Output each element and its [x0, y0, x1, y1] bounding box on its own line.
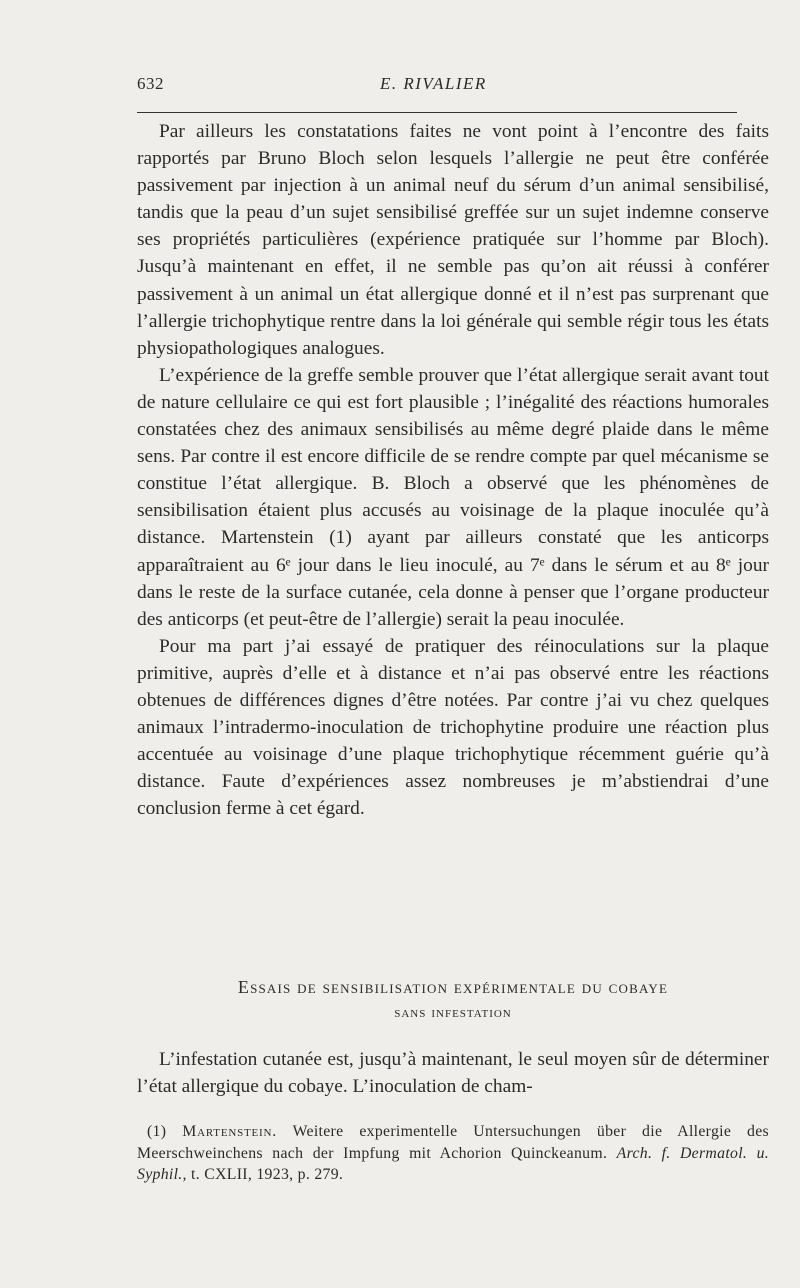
section-text	[137, 1046, 769, 1100]
section-heading-line-1: Essais de sensibilisation expérimentale du cobaye	[237, 977, 669, 997]
section-heading-line-2: sans infestation	[394, 1004, 512, 1021]
paragraph: Par ailleurs les constatations faites ne vont point à l’encontre des faits rapportés par Bruno Bloch selon lesquels l’allergie ne peut être conférée passivement par injection à un animal neuf du sérum d’un animal sensibilisé, tandis que la peau d’un sujet sensibilisé greffée sur un sujet indemne conserve ses propriétés particulières (expérience pratiquée sur l’homme par Bloch). Jusqu’à maintenant en effet, il ne semble pas qu’on ait réussi à conférer passivement à un animal un état allergique donné et il n’est pas surprenant que l’allergie trichophytique rentre dans la loi générale qui semble régir tous les états physiopathologiques analogues.	[137, 121, 769, 359]
section-heading	[137, 974, 769, 1026]
footnote-author: Martenstein.	[182, 1123, 277, 1140]
page-number: 632	[137, 74, 164, 93]
paragraph: L’infestation cutanée est, jusqu’à maintenant, le seul moyen sûr de déterminer l’état allergique du cobaye. L’inoculation de cham-	[137, 1049, 769, 1098]
running-head-author: E. RIVALIER	[380, 74, 487, 93]
paragraph: Pour ma part j’ai essayé de pratiquer des réinoculations sur la plaque primitive, auprès d’elle et à distance et n’ai pas observé entre les réactions obtenues de différences dignes d’être notées. Par contre j’ai vu chez quelques animaux l’intradermo-inoculation de trichophytine produire une réaction plus accentuée au voisinage d’une plaque trichophytique récemment guérie qu’à distance. Faute d’expériences assez nombreuses je m’abstiendrai d’une conclusion ferme à cet égard.	[137, 635, 769, 820]
footnote-journal: Arch. f. Dermatol. u. Syphil.,	[137, 1144, 770, 1183]
header-rule	[137, 112, 737, 113]
footnote	[137, 1121, 769, 1186]
paragraph: L’expérience de la greffe semble prouver que l’état allergique serait avant tout de nature cellulaire ce qui est fort plausible ; l’inégalité des réactions humorales constatées chez des animaux sensibilisés au même degré plaide dans le même sens. Par contre il est encore difficile de se rendre compte par quel mécanisme se constitue l’état allergique. B. Bloch a observé que les phénomènes de sensibilisation étaient plus accusés au voisinage de la plaque inoculée qu’à distance. Martenstein (1) ayant par ailleurs constaté que les anticorps apparaîtraient au 6ᵉ jour dans le lieu inoculé, au 7ᵉ dans le sérum et au 8ᵉ jour dans le reste de la surface cutanée, cela donne à penser que l’organe producteur des anticorps (et peut-être de l’allergie) serait la peau inoculée.	[137, 364, 769, 630]
footnote-title: Weitere experimentelle Untersuchungen über die Allergie des Meerschweinchens nach der Impfung mit Achorion Quinckeanum.	[137, 1123, 769, 1162]
main-text	[137, 118, 769, 822]
footnote-text	[137, 1121, 769, 1186]
footnote-marker: (1)	[147, 1123, 167, 1140]
running-header	[137, 74, 737, 94]
footnote-citation: t. CXLII, 1923, p. 279.	[191, 1166, 344, 1183]
